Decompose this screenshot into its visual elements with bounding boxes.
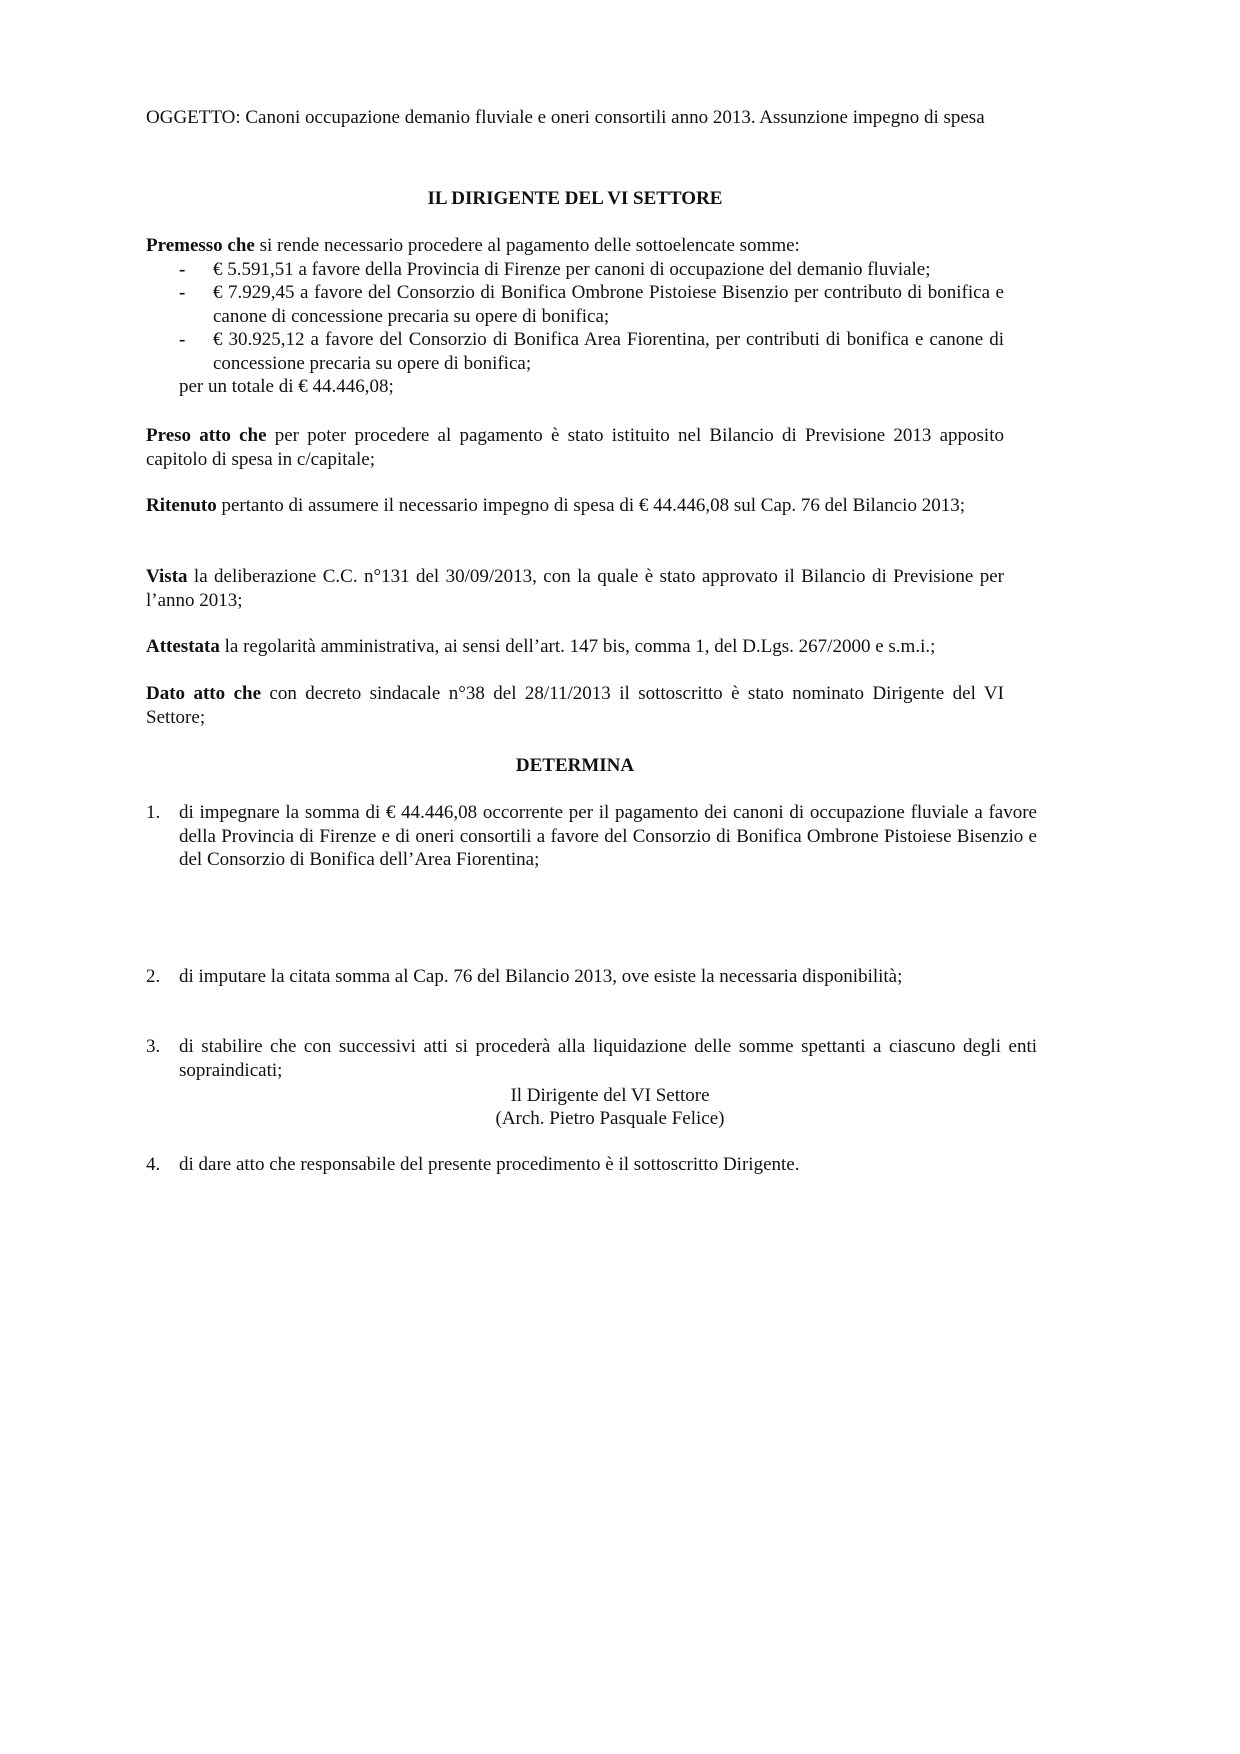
section-heading: IL DIRIGENTE DEL VI SETTORE (427, 188, 723, 209)
paragraph-dato-atto: Dato atto che con decreto sindacale n°38 del 28/11/2013 il sottoscritto è stato nominato Dirigente del VI Settore; (146, 683, 1004, 728)
determina-item: 1. di impegnare la somma di € 44.446,08 occorrente per il pagamento dei canoni di occupazione fluviale a favore della Provincia di Firenze e di oneri consortili a favore del Consorzio di Bonifica Ombrone Pistoiese Bisenzio e del Consorzio di Bonifica dell’Area Fiorentina; (146, 802, 1037, 870)
signature-title: Il Dirigente del VI Settore (510, 1085, 710, 1106)
bullet-item: - € 7.929,45 a favore del Consorzio di Bonifica Ombrone Pistoiese Bisenzio per contributo di bonifica e canone di concessione precaria su opere di bonifica; (179, 282, 1004, 327)
bullet-item: - € 5.591,51 a favore della Provincia di Firenze per canoni di occupazione del demanio fluviale; (179, 258, 931, 280)
premesso-paragraph (146, 234, 1004, 399)
signature-name: (Arch. Pietro Pasquale Felice) (495, 1108, 725, 1129)
text: si rende necessario procedere al pagamento delle sottoelencate somme: (254, 235, 800, 256)
determina-heading: DETERMINA (515, 755, 635, 776)
paragraph-vista: Vista la deliberazione C.C. n°131 del 30/09/2013, con la quale è stato approvato il Bilancio di Previsione per l’anno 2013; (146, 566, 1004, 611)
paragraph-ritenuto: Ritenuto pertanto di assumere il necessario impegno di spesa di € 44.446,08 sul Cap. 76 del Bilancio 2013; (146, 495, 965, 516)
subject: OGGETTO: Canoni occupazione demanio fluviale e oneri consortili anno 2013. Assunzione impegno di spesa (146, 107, 985, 128)
lead: Premesso che (146, 235, 255, 256)
determina-item: 4. di dare atto che responsabile del presente procedimento è il sottoscritto Dirigente. (146, 1154, 800, 1175)
paragraph-preso-atto: Preso atto che per poter procedere al pagamento è stato istituito nel Bilancio di Previsione 2013 apposito capitolo di spesa in c/capitale; (146, 425, 1004, 470)
bullet-item: - € 30.925,12 a favore del Consorzio di Bonifica Area Fiorentina, per contributi di bonifica e canone di concessione precaria su opere di bonifica; (179, 329, 1004, 374)
total: per un totale di € 44.446,08; (179, 376, 394, 397)
determina-item: 3. di stabilire che con successivi atti si procederà alla liquidazione delle somme spettanti a ciascuno degli enti sopraindicati; (146, 1036, 1037, 1081)
determina-item: 2. di imputare la citata somma al Cap. 76 del Bilancio 2013, ove esiste la necessaria disponibilità; (146, 965, 903, 987)
paragraph-attestata: Attestata la regolarità amministrativa, ai sensi dell’art. 147 bis, comma 1, del D.Lgs. 267/2000 e s.m.i.; (146, 636, 936, 657)
